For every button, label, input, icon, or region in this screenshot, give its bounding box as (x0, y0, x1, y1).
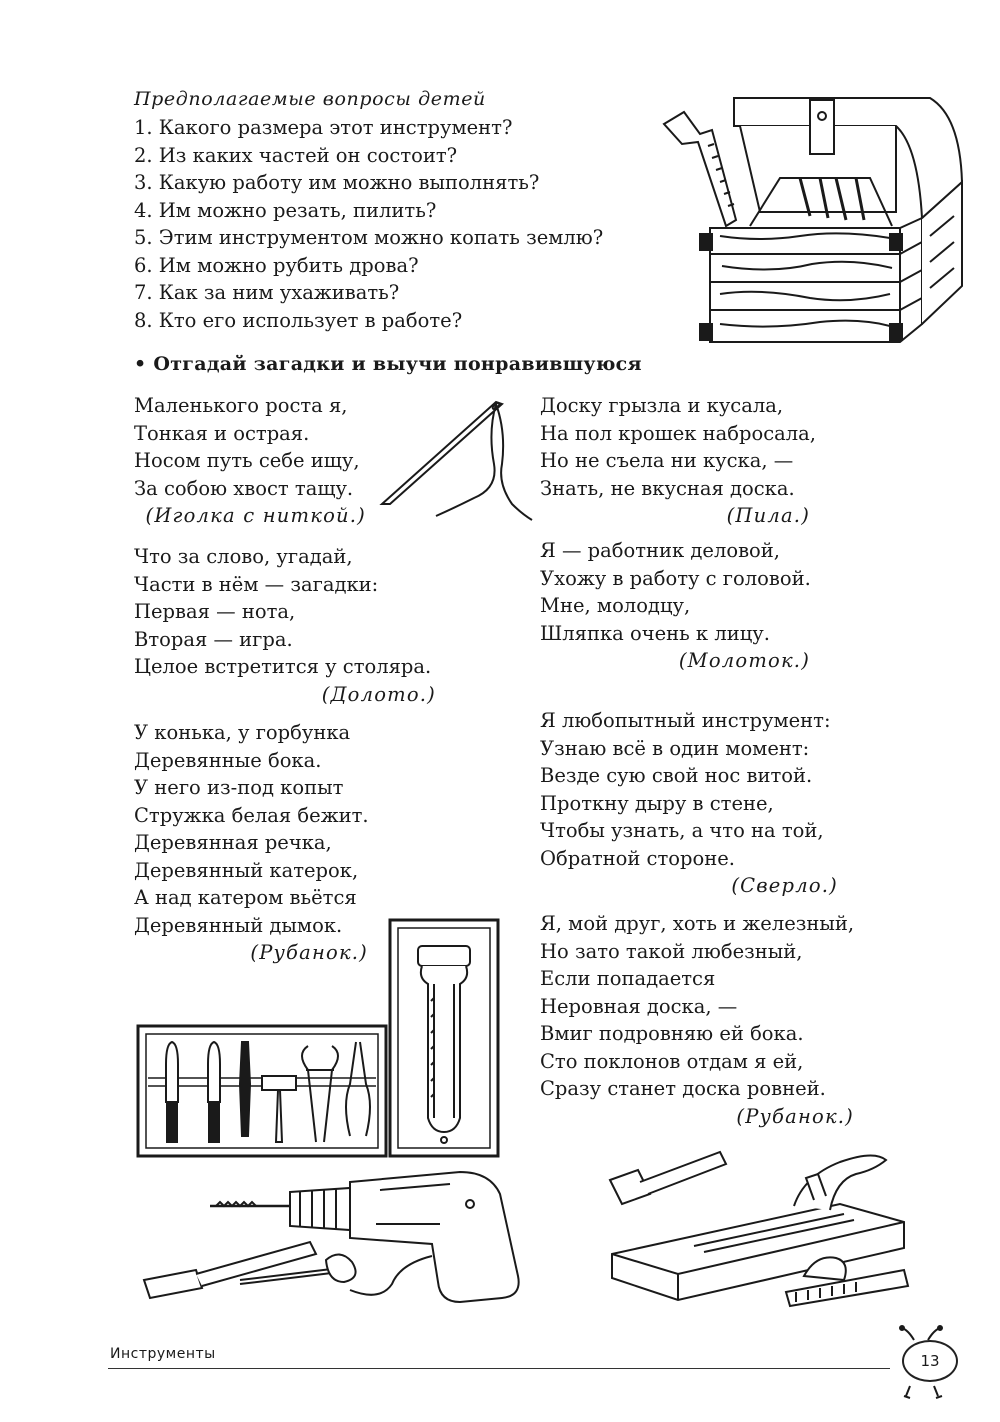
needle-thread-icon (378, 392, 538, 522)
riddle-line: Части в нём — загадки: (134, 572, 379, 596)
riddle-right-2 (540, 537, 810, 675)
riddle-line: Но не съела ни куска, — (540, 449, 794, 472)
riddle-line: У конька, у горбунка (134, 721, 351, 744)
riddle-line: Вторая — игра. (134, 627, 293, 651)
tool-wall-icon (136, 1024, 388, 1158)
riddle-line: У него из-под копыт (134, 776, 344, 799)
section-title: • Отгадай загадки и выучи понравившуюся (134, 353, 642, 375)
riddle-line: А над катером вьётся (134, 886, 357, 909)
riddle-answer: (Рубанок.) (736, 1104, 854, 1128)
riddle-line: Если попадается (540, 967, 716, 990)
riddle-line: Обратной стороне. (540, 846, 735, 870)
question-item: 8. Кто его использует в работе? (134, 308, 463, 332)
riddle-line: За собою хвост тащу. (134, 476, 354, 500)
footer-divider (108, 1368, 890, 1369)
plane-hammer-icon (604, 1150, 924, 1310)
riddle-answer: (Сверло.) (731, 874, 838, 897)
riddle-left-3 (134, 719, 368, 967)
riddle-line: Неровная доска, — (540, 994, 738, 1018)
riddle-right-4 (540, 910, 854, 1130)
question-item: 7. Как за ним ухаживать? (134, 281, 400, 304)
riddle-line: Деревянный дымок. (134, 913, 343, 937)
hacksaw-icon (388, 918, 500, 1158)
riddle-line: Деревянные бока. (134, 748, 322, 772)
riddle-line: Проткну дыру в стене, (540, 791, 774, 815)
riddle-answer: (Долото.) (321, 682, 436, 706)
riddle-line: Вмиг подровняю ей бока. (540, 1022, 804, 1045)
riddle-line: Маленького роста я, (134, 394, 348, 417)
riddle-line: Носом путь себе ищу, (134, 449, 360, 472)
riddle-line: Узнаю всё в один момент: (540, 736, 810, 760)
riddle-line: Деревянный катерок, (134, 858, 359, 882)
question-item: 2. Из каких частей он состоит? (134, 143, 458, 167)
riddle-line: Что за слово, угадай, (134, 545, 353, 568)
riddle-line: Шляпка очень к лицу. (540, 621, 770, 645)
riddle-line: Сразу станет доска ровней. (540, 1077, 826, 1100)
page-number: 13 (902, 1340, 958, 1382)
riddle-right-3 (540, 707, 838, 900)
riddle-line: Первая — нота, (134, 600, 296, 623)
drill-icon (140, 1164, 552, 1312)
riddle-line: Мне, молодцу, (540, 594, 691, 617)
riddle-line: Стружка белая бежит. (134, 803, 369, 827)
riddle-left-2 (134, 543, 436, 708)
riddle-line: На пол крошек набросала, (540, 421, 816, 445)
footer-title: Инструменты (110, 1346, 216, 1362)
riddle-line: Но зато такой любезный, (540, 939, 803, 963)
question-item: 5. Этим инструментом можно копать землю? (134, 226, 604, 249)
riddle-line: Деревянная речка, (134, 831, 332, 854)
riddle-line: Я любопытный инструмент: (540, 709, 831, 732)
toolbox-chest-icon (660, 86, 970, 348)
riddle-answer: (Рубанок.) (250, 941, 368, 964)
riddle-line: Целое встретится у столяра. (134, 655, 432, 678)
riddle-line: Ухожу в работу с головой. (540, 566, 811, 590)
riddle-line: Я, мой друг, хоть и железный, (540, 912, 855, 935)
riddle-answer: (Иголка с ниткой.) (145, 504, 366, 527)
riddle-line: Я — работник деловой, (540, 539, 780, 562)
question-item: 1. Какого размера этот инструмент? (134, 116, 513, 139)
questions-title: Предполагаемые вопросы детей (134, 88, 486, 110)
question-item: 3. Какую работу им можно выполнять? (134, 171, 540, 194)
riddle-line: Тонкая и острая. (134, 421, 310, 445)
riddle-right-1 (540, 392, 816, 530)
riddle-line: Чтобы узнать, а что на той, (540, 819, 824, 842)
riddle-answer: (Пила.) (726, 504, 810, 527)
question-item: 4. Им можно резать, пилить? (134, 198, 437, 222)
riddle-left-1 (134, 392, 366, 530)
riddle-answer: (Молоток.) (678, 649, 810, 672)
riddle-line: Доску грызла и кусала, (540, 394, 784, 417)
questions-list (134, 114, 603, 334)
riddle-line: Везде сую свой нос витой. (540, 764, 813, 787)
riddle-line: Сто поклонов отдам я ей, (540, 1049, 804, 1073)
question-item: 6. Им можно рубить дрова? (134, 253, 419, 277)
riddle-line: Знать, не вкусная доска. (540, 476, 795, 500)
